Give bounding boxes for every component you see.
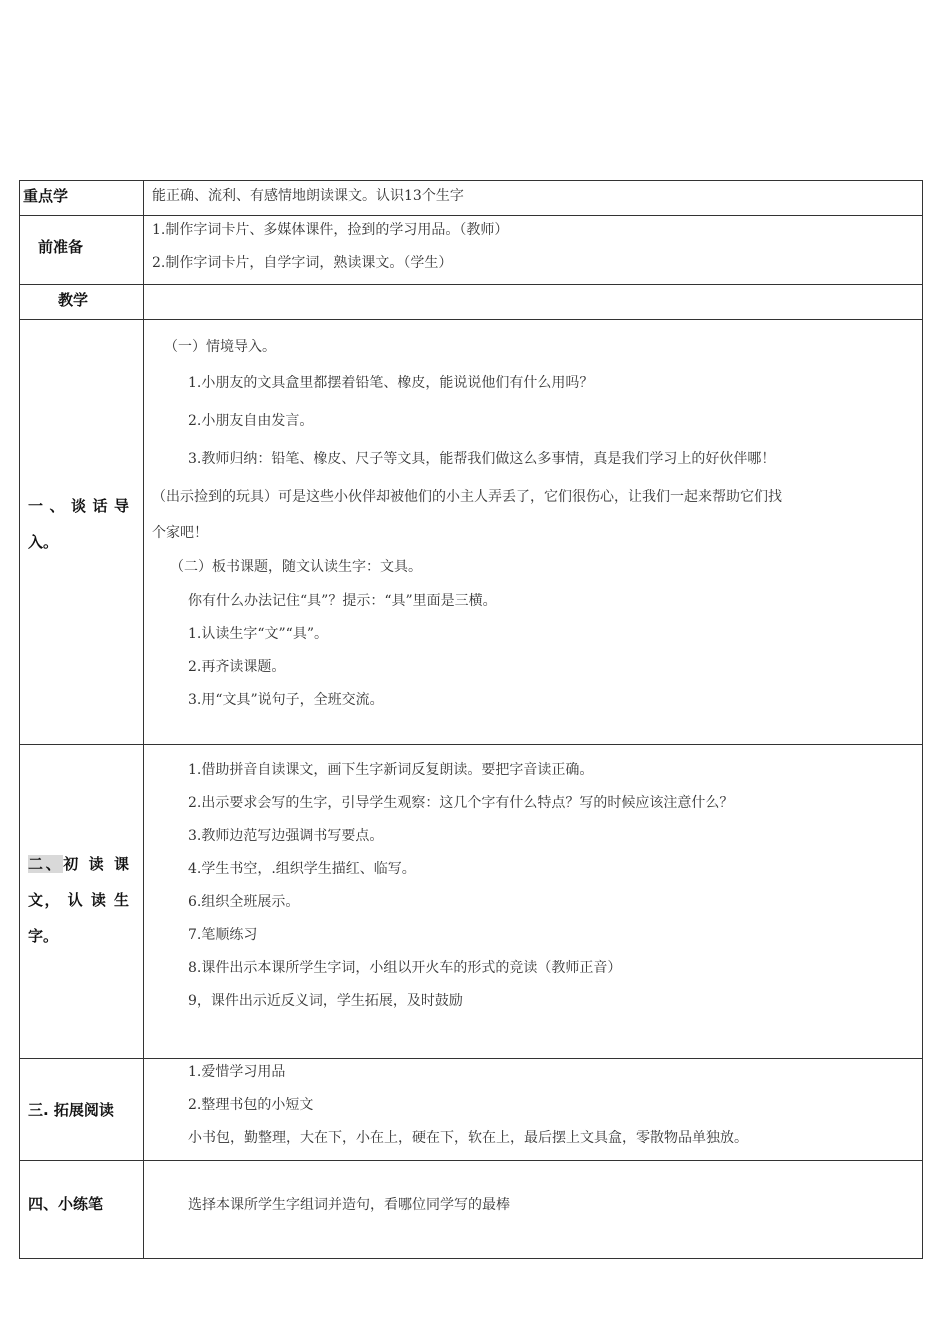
row-label-line: 文， 认 读 生	[28, 890, 129, 909]
content-line: 2.整理书包的小短文	[188, 1097, 314, 1113]
row-label-cell	[20, 216, 144, 285]
content-line: 3.教师归纳：铅笔、橡皮、尺子等文具，能帮我们做这么多事情，真是我们学习上的好伙伴哪！	[188, 451, 776, 467]
row-content-cell	[144, 285, 923, 320]
row-label: 重点学	[23, 187, 69, 205]
content-line: 7.笔顺练习	[188, 927, 258, 943]
content-line: 8.课件出示本课所学生字词，小组以开火车的形式的竞读（教师正音）	[188, 960, 622, 976]
content-line: （二）板书课题，随文认读生字：文具。	[170, 559, 422, 575]
row-label-line: 字。	[28, 926, 59, 945]
row-label: 教学	[58, 291, 89, 309]
content-line: 1.认读生字“文”“具”。	[188, 626, 328, 642]
table-row	[20, 1059, 923, 1161]
row-label-cell	[20, 745, 144, 1059]
content-line: 1.制作字词卡片、多媒体课件，捡到的学习用品。（教师）	[152, 222, 509, 238]
row-label-line	[20, 846, 143, 882]
content-line: 6.组织全班展示。	[188, 894, 300, 910]
content-line: 2.出示要求会写的生字，引导学生观察：这几个字有什么特点？写的时候应该注意什么？	[188, 795, 734, 811]
table-row	[20, 216, 923, 285]
content-line: 1.爱惜学习用品	[188, 1064, 286, 1080]
content-line: 2.再齐读课题。	[188, 659, 286, 675]
content-line: 3.用“文具”说句子，全班交流。	[188, 692, 384, 708]
highlighted-text: 二、	[28, 854, 64, 873]
content-line: 2.小朋友自由发言。	[188, 413, 314, 429]
row-label-cell	[20, 181, 144, 216]
row-content-cell	[144, 181, 923, 216]
content-line: 3.教师边范写边强调书写要点。	[188, 828, 384, 844]
row-content-cell	[144, 320, 923, 745]
row-label-cell	[20, 1059, 144, 1161]
table-row	[20, 285, 923, 320]
row-label: 四、小练笔	[28, 1195, 104, 1213]
row-content-cell	[144, 216, 923, 285]
table-row	[20, 181, 923, 216]
row-label-line: 一 、 谈 话 导	[28, 497, 129, 515]
content-line: 选择本课所学生字组词并造句，看哪位同学写的最棒	[188, 1197, 510, 1213]
table-row	[20, 1161, 923, 1259]
content-line: 1.小朋友的文具盒里都摆着铅笔、橡皮，能说说他们有什么用吗？	[188, 375, 594, 391]
row-label-line: 入。	[28, 533, 59, 551]
content-line: 能正确、流利、有感情地朗读课文。认识13个生字	[152, 188, 464, 204]
row-label: 前准备	[38, 238, 84, 256]
row-content-cell	[144, 1161, 923, 1259]
content-line: 9，课件出示近反义词，学生拓展，及时鼓励	[188, 993, 463, 1009]
content-line: 小书包，勤整理，大在下，小在上，硬在下，软在上，最后摆上文具盒，零散物品单独放。	[188, 1130, 748, 1146]
content-line: 1.借助拼音自读课文，画下生字新词反复朗读。要把字音读正确。	[188, 762, 594, 778]
content-line: 个家吧！	[152, 525, 208, 541]
content-line: 4.学生书空，.组织学生描红、临写。	[188, 861, 416, 877]
row-label-text: 初 读 课	[63, 854, 129, 873]
lesson-plan-table	[19, 180, 923, 1259]
row-label-cell	[20, 1161, 144, 1259]
table-row	[20, 320, 923, 745]
content-line: （出示捡到的玩具）可是这些小伙伴却被他们的小主人弄丢了，它们很伤心，让我们一起来帮助它们找	[152, 489, 782, 505]
row-content-cell	[144, 1059, 923, 1161]
content-line: 2.制作字词卡片，自学字词，熟读课文。（学生）	[152, 255, 453, 271]
row-label-cell	[20, 320, 144, 745]
content-line: （一）情境导入。	[164, 339, 276, 355]
content-line: 你有什么办法记住“具”？提示：“具”里面是三横。	[188, 593, 497, 609]
row-label: 三. 拓展阅读	[28, 1101, 114, 1119]
row-content-cell	[144, 745, 923, 1059]
row-label-cell	[20, 285, 144, 320]
table-row	[20, 745, 923, 1059]
